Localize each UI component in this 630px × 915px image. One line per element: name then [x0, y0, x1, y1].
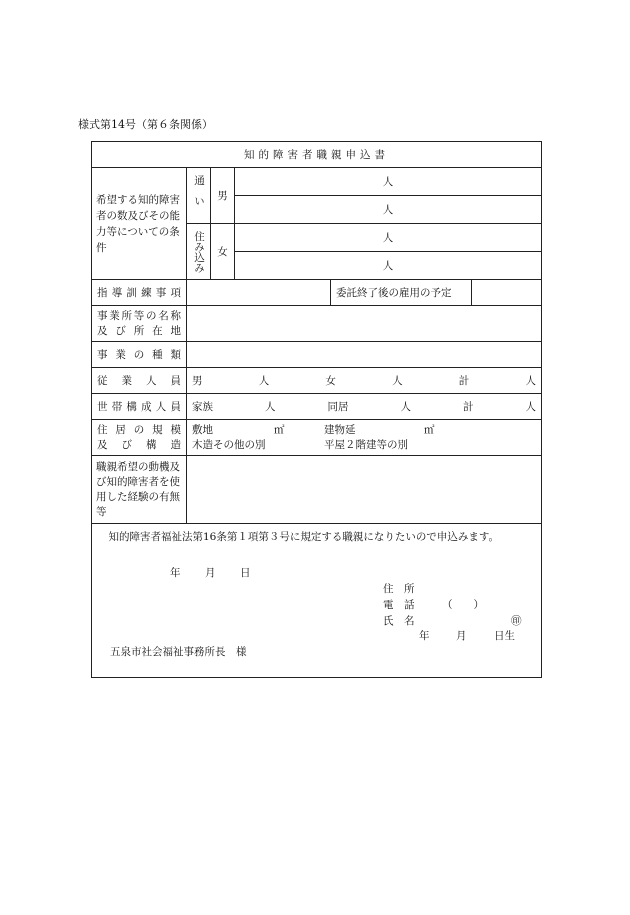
training-label: [92, 280, 187, 306]
commute-male-count[interactable]: 人: [235, 168, 542, 196]
housing-site: 敷地: [192, 423, 213, 436]
office-label-line1: 事業所等の名称: [97, 309, 181, 322]
employees-fields: [192, 373, 536, 388]
housing-floor-area: 建物延: [324, 423, 356, 436]
housing-line1: [192, 423, 536, 438]
motive-value[interactable]: [187, 456, 542, 524]
household-label: [92, 394, 187, 420]
training-label-text: 指導訓練事項: [97, 287, 181, 299]
office-label-line2: 及び所在地: [97, 324, 181, 337]
live-in-label: [187, 224, 211, 280]
household-fields: [192, 399, 536, 414]
application-form: [91, 141, 542, 678]
office-label: [92, 306, 187, 342]
training-value[interactable]: [187, 280, 331, 306]
live-in-male-count[interactable]: 人: [235, 224, 542, 252]
form-code: 様式第14号（第６条関係）: [78, 118, 213, 131]
birth-day: 日生: [494, 630, 515, 642]
housing-storey: 平屋２階建等の別: [324, 438, 408, 451]
application-year: 年: [170, 567, 181, 579]
employees-male: 男: [192, 375, 203, 387]
post-entrustment-label: 委託終了後の雇用の予定: [331, 280, 472, 306]
desired-conditions-label: 希望する知的障害者の数及びその能力等についての条件: [92, 168, 187, 280]
addressee: 五泉市社会福祉事務所長 様: [110, 646, 247, 658]
housing-floor-unit: ㎡: [424, 423, 435, 436]
business-type-value[interactable]: [187, 342, 542, 368]
household-total: 計: [463, 401, 474, 413]
housing-label: [92, 420, 187, 456]
commute-label: [187, 168, 211, 224]
form-title: 知的障害者職親申込書: [92, 142, 542, 168]
office-value[interactable]: [187, 306, 542, 342]
household-family: 家族: [192, 401, 213, 413]
live-in-text: 住み込み: [193, 230, 205, 273]
phone-label: 電 話: [383, 599, 415, 611]
declaration-text: 知的障害者福祉法第16条第１項第３号に規定する職親になりたいので申込みます。: [108, 531, 500, 543]
seal-mark: ㊞: [511, 615, 522, 627]
birth-year: 年: [419, 630, 430, 642]
housing-label-line2: 及び構造: [97, 438, 181, 451]
commute-female-count[interactable]: 人: [235, 196, 542, 224]
employees-female: 女: [325, 375, 336, 387]
application-day: 日: [240, 567, 251, 579]
declaration: [92, 524, 542, 678]
business-type-label: [92, 342, 187, 368]
application-month: 月: [205, 567, 216, 579]
birth-month: 月: [456, 630, 467, 642]
employees-male-unit: 人: [258, 375, 270, 387]
housing-line2: [192, 438, 536, 453]
employees-value[interactable]: [187, 368, 542, 394]
motive-label: 職親希望の動機及び知的障害者を使用した経験の有無等: [92, 456, 187, 524]
address-label: 住 所: [383, 583, 415, 595]
household-cohabit: 同居: [327, 401, 349, 413]
housing-value[interactable]: [187, 420, 542, 456]
household-family-unit: 人: [265, 401, 276, 413]
household-cohabit-unit: 人: [400, 401, 411, 413]
live-in-female-label: 女: [211, 224, 235, 280]
commute-male-label: 男: [211, 168, 235, 224]
household-value[interactable]: [187, 394, 542, 420]
commute-text: 通い: [193, 175, 205, 216]
business-type-label-text: 事業の種類: [97, 349, 181, 361]
phone-paren: （ ）: [442, 599, 484, 611]
housing-label-line1: 住居の規模: [97, 423, 181, 436]
housing-wood: 木造その他の別: [192, 438, 266, 451]
employees-label-text: 従業人員: [97, 375, 181, 387]
employees-total-unit: 人: [525, 375, 536, 387]
household-label-text: 世帯構成人員: [97, 401, 181, 413]
employees-label: [92, 368, 187, 394]
employees-female-unit: 人: [392, 375, 403, 387]
housing-site-unit: ㎡: [274, 423, 285, 436]
post-entrustment-value[interactable]: [472, 280, 542, 306]
employees-total: 計: [458, 375, 470, 387]
live-in-female-count[interactable]: 人: [235, 252, 542, 280]
household-total-unit: 人: [525, 401, 536, 413]
name-label: 氏 名: [383, 615, 415, 627]
